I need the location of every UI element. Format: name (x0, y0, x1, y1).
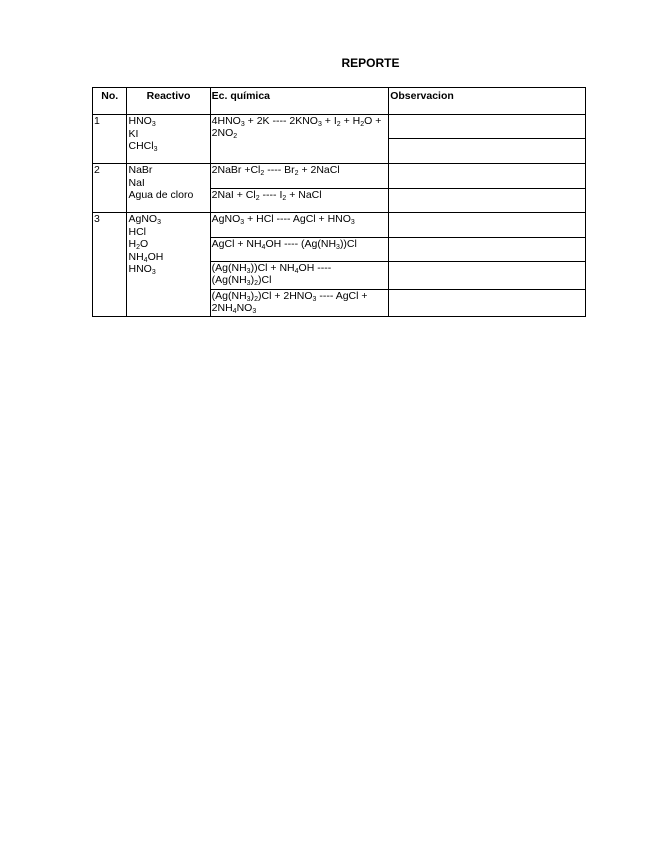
header-row (93, 88, 586, 115)
observation-cell (389, 189, 586, 213)
observation-cell (389, 164, 586, 189)
row-number: 2 (93, 164, 127, 213)
row-number: 3 (93, 213, 127, 317)
observation-cell (389, 139, 586, 164)
equation-cell: AgCl + $NH_4OH$ ---- $(Ag(NH_3))Cl$ (210, 238, 389, 262)
reactivo: $NH_4OH$ (128, 250, 164, 264)
equation-cell: $(Ag(NH_3))Cl + NH_4OH$ ---- $(Ag(NH_3)_2)Cl$ (210, 262, 389, 290)
header-ecuacion: Ec. química (210, 88, 389, 115)
reactivo: HCl (128, 225, 146, 238)
reactivo: $H_2O$ (128, 238, 149, 251)
reactivo: CHCl$_3$ (128, 140, 158, 153)
reactivo: $HNO_3$ (128, 115, 156, 128)
reactivos-cell (127, 213, 210, 317)
reactivo: Agua de cloro (128, 189, 194, 201)
equation-cell: $4HNO_3 + 2K$ ---- $2KNO_3 + I_2 + H_2O + 2NO_2$ (210, 115, 389, 164)
observation-cell (389, 262, 586, 290)
reactivo: NaI (128, 176, 145, 189)
header-no: No. (93, 88, 127, 115)
equation-cell: $(Ag(NH_3)_2)Cl + 2HNO_3$ ---- AgCl + $2NH_4NO_3$ (210, 290, 389, 317)
reactivos-cell (127, 115, 210, 164)
reactivos-cell (127, 164, 210, 213)
row-number: 1 (93, 115, 127, 164)
header-observacion: Observacion (389, 88, 586, 115)
header-reactivo: Reactivo (127, 88, 210, 115)
table-row (93, 213, 586, 238)
equation-cell: 2NaBr $+Cl_2$ ---- $Br_2$ + 2NaCl (210, 164, 389, 189)
observation-cell (389, 238, 586, 262)
reactivo: AgNO$_3$ (128, 213, 161, 226)
observation-cell (389, 213, 586, 238)
equation-cell: $2NaI + Cl_2$ ---- $I_2$ + NaCl (210, 189, 389, 213)
reactivo: NaBr (128, 164, 153, 176)
observation-cell (389, 290, 586, 317)
page-title: REPORTE (341, 56, 400, 70)
reactivo: KI (128, 127, 139, 140)
reactivo: $HNO_3$ (128, 263, 156, 276)
report-table (92, 87, 586, 317)
equation-cell: AgNO$_3$ + HCl ---- AgCl + $HNO_3$ (210, 213, 389, 238)
table-row (93, 115, 586, 139)
observation-cell (389, 115, 586, 139)
table-row (93, 164, 586, 189)
